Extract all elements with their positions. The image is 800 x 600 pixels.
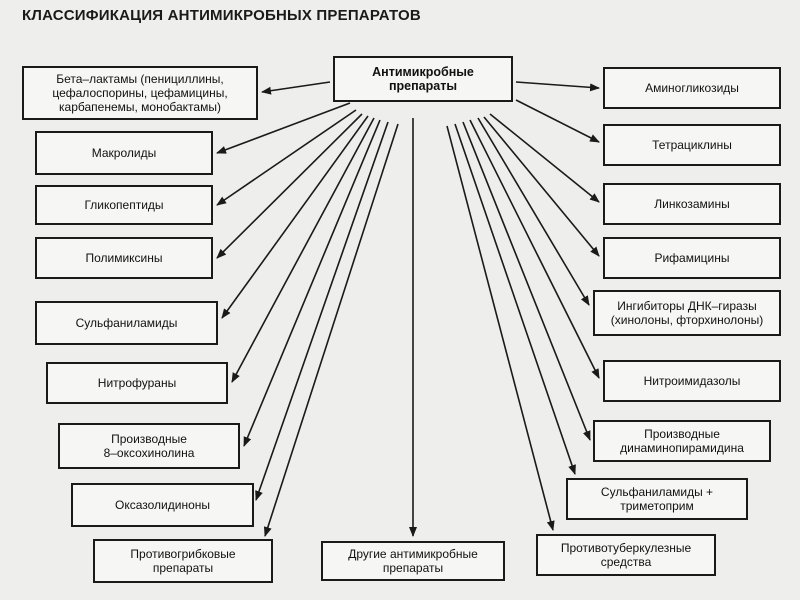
node-8-oxyquinoline: Производные 8–оксохинолина	[58, 423, 240, 469]
arrow-to-tetracyclines	[516, 100, 599, 142]
node-diaminopyrimidine: Производные динаминопирамидина	[593, 420, 771, 462]
node-tetracyclines: Тетрациклины	[603, 124, 781, 166]
root-node: Антимикробные препараты	[333, 56, 513, 102]
node-oxazolidinones: Оксазолидиноны	[71, 483, 254, 527]
arrow-to-8-oxyquinoline	[244, 120, 380, 446]
arrow-to-rifamycins	[484, 117, 599, 256]
arrow-to-sulfonamides-trimethoprim	[455, 124, 575, 474]
arrow-to-polymyxins	[217, 114, 362, 258]
node-beta-lactams: Бета–лактамы (пенициллины, цефалоспорины, цефамицины, карбапенемы, монобактамы)	[22, 66, 258, 120]
node-rifamycins: Рифамицины	[603, 237, 781, 279]
arrow-to-beta-lactams	[262, 82, 330, 92]
node-lincosamides: Линкозамины	[603, 183, 781, 225]
node-polymyxins: Полимиксины	[35, 237, 213, 279]
node-glycopeptides: Гликопептиды	[35, 185, 213, 225]
arrow-to-nitroimidazoles	[470, 120, 599, 378]
node-nitrofurans: Нитрофураны	[46, 362, 228, 404]
node-antifungal: Противогрибковые препараты	[93, 539, 273, 583]
diagram-title: КЛАССИФИКАЦИЯ АНТИМИКРОБНЫХ ПРЕПАРАТОВ	[22, 7, 421, 24]
node-aminoglycosides: Аминогликозиды	[603, 67, 781, 109]
arrow-to-sulfonamides	[222, 116, 368, 318]
arrow-to-aminoglycosides	[516, 82, 599, 88]
arrow-to-antituberculosis	[447, 126, 553, 530]
arrow-to-diaminopyrimidine	[463, 122, 590, 440]
node-dna-gyrase-inhibitors: Ингибиторы ДНК–гиразы (хинолоны, фторхинолоны)	[593, 290, 781, 336]
node-other-antimicrobials: Другие антимикробные препараты	[321, 541, 505, 581]
arrow-to-antifungal	[265, 124, 398, 536]
node-antituberculosis: Противотуберкулезные средства	[536, 534, 716, 576]
arrow-to-nitrofurans	[232, 118, 374, 382]
arrow-to-dna-gyrase-inhibitors	[478, 118, 589, 305]
node-sulfonamides: Сульфаниламиды	[35, 301, 218, 345]
node-sulfonamides-trimethoprim: Сульфаниламиды + триметоприм	[566, 478, 748, 520]
node-nitroimidazoles: Нитроимидазолы	[603, 360, 781, 402]
node-macrolides: Макролиды	[35, 131, 213, 175]
arrow-to-lincosamides	[490, 114, 599, 202]
